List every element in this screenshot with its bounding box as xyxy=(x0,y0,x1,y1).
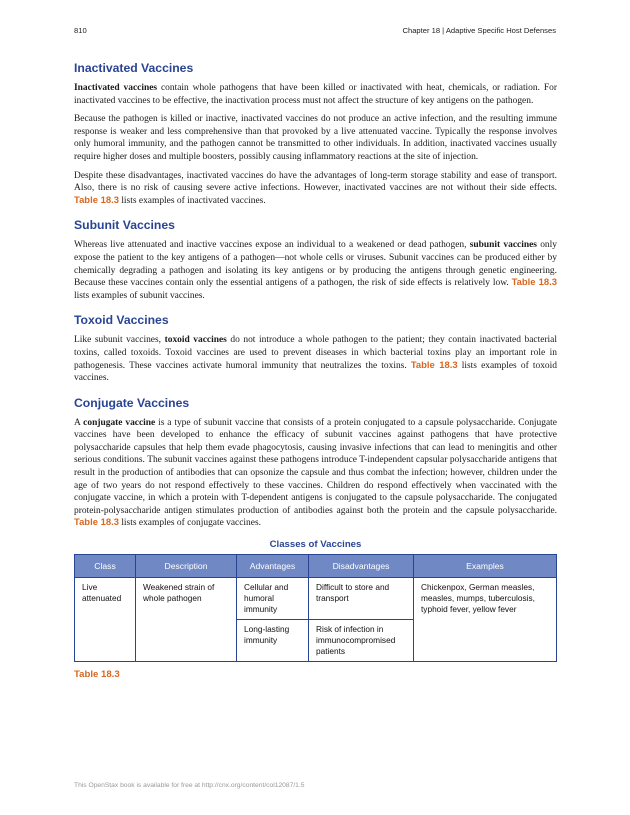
text-run: lists examples of inactivated vaccines. xyxy=(118,195,266,206)
text-run: is a type of subunit vaccine that consists of a protein conjugated to a capsule polysaccharide. Conjugate vaccines have been developed to enhance the efficacy of subunit vaccines against pathogens that have protective polysaccharide capsules that help them evade phagocytosis, causing invasive infections that can lead to meningitis and other serious conditions. The subunit vaccines against these pathogens introduce T-independent capsular polysaccharide antigens that result in the production of antibodies that can opsonize the capsule and thus combat the infection; however, children under the age of two years do not respond effectively to these vaccines. Children do respond effectively when vaccinated with the conjugate vaccine, in which a protein with T-dependent antigens is conjugated to the capsule polysaccharide. The conjugated protein-polysaccharide antigen stimulates production of antibodies against both the protein and the capsule polysaccharide. xyxy=(74,417,557,516)
cell-disadvantage: Difficult to store and transport xyxy=(309,578,414,620)
section-heading: Inactivated Vaccines xyxy=(74,61,194,75)
text-run: A xyxy=(74,417,84,428)
text-run: Whereas live attenuated and inactive vaccines expose an individual to a weakened or dead pathogen, xyxy=(74,240,470,251)
text-run: lists examples of subunit vaccines. xyxy=(74,290,205,301)
text-run: Because the pathogen is killed or inactive, inactivated vaccines do not produce an active infection, and the resulting immune response is weaker and less comprehensive than that provoked by a live attenuated vaccine. Typically the response involves only humoral immunity, and the pathogen cannot be transmitted to other individuals. In addition, inactivated vaccines usually require higher doses and multiple boosters, possibly causing inflammatory reactions at the site of injection. xyxy=(74,114,557,162)
chapter-header: Chapter 18 | Adaptive Specific Host Defenses xyxy=(402,26,556,35)
body-paragraph xyxy=(74,113,557,163)
text-run: Like subunit vaccines, xyxy=(74,335,165,346)
text-run: contain whole pathogens that have been killed or inactivated with heat, chemicals, or radiation. For inactivated vaccines to be effective, the inactivation process must not affect the structure of key antigens on the pathogen. xyxy=(74,83,557,106)
table-label: Table 18.3 xyxy=(74,669,120,681)
text-run: Despite these disadvantages, inactivated vaccines do have the advantages of long-term storage stability and ease of transport. Also, there is no risk of causing severe active infections. However, inactivated vaccines are not without their side effects. xyxy=(74,170,557,194)
header-description: Description xyxy=(136,555,237,578)
table-reference-link[interactable]: Table 18.3 xyxy=(74,517,119,529)
footer-note: This OpenStax book is available for free at http://cnx.org/content/col12087/1.5 xyxy=(74,782,305,789)
cell-description: Weakened strain of whole pathogen xyxy=(136,578,237,662)
cell-advantage: Long-lasting immunity xyxy=(237,620,309,662)
text-run: lists examples of toxoid vaccines. xyxy=(74,360,557,384)
table-header-row xyxy=(75,555,557,578)
body-paragraph xyxy=(74,170,557,208)
header-examples: Examples xyxy=(414,555,557,578)
text-run: only expose the patient to the key antigens of a pathogen—not whole cells or viruses. Subunit vaccines can be produced either by chemically degrading a pathogen and isolating its key antigens or by producing the antigens through genetic engineering. Because these vaccines contain only the essential antigens of a pathogen, the risk of side effects is relatively low. xyxy=(74,240,557,289)
text-run: lists examples of conjugate vaccines. xyxy=(118,518,261,529)
section-heading: Subunit Vaccines xyxy=(74,218,175,233)
body-paragraph xyxy=(74,417,557,530)
table-reference-link[interactable]: Table 18.3 xyxy=(74,194,119,206)
header-class: Class xyxy=(75,555,136,578)
table-row xyxy=(75,578,557,620)
bold-term: Inactivated vaccines xyxy=(74,83,158,93)
header-disadvantages: Disadvantages xyxy=(309,555,414,578)
vaccine-table xyxy=(74,554,557,662)
bold-term: subunit vaccines xyxy=(469,240,537,251)
cell-class: Live attenuated xyxy=(75,578,136,662)
table-reference-link[interactable]: Table 18.3 xyxy=(511,277,557,289)
section-heading: Toxoid Vaccines xyxy=(74,313,169,328)
cell-disadvantage: Risk of infection in immunocompromised patients xyxy=(309,620,414,662)
text-run: do not introduce a whole pathogen to the patient; they contain inactivated bacterial toxins, called toxoids. Toxoid vaccines are used to prevent diseases in which bacterial toxins play an important role in pathogenesis. These vaccines activate humoral immunity that neutralizes the toxins. xyxy=(74,335,557,371)
body-paragraph xyxy=(74,239,557,302)
sections-container xyxy=(74,60,557,530)
header-advantages: Advantages xyxy=(237,555,309,578)
cell-examples: Chickenpox, German measles, measles, mumps, tuberculosis, typhoid fever, yellow fever xyxy=(414,578,557,662)
page-content xyxy=(74,50,557,680)
page-number: 810 xyxy=(74,26,87,35)
table-caption: Classes of Vaccines xyxy=(269,539,362,551)
body-paragraph xyxy=(74,334,557,384)
bold-term: conjugate vaccine xyxy=(83,417,156,428)
section-heading: Conjugate Vaccines xyxy=(74,395,190,410)
body-paragraph xyxy=(74,82,557,107)
bold-term: toxoid vaccines xyxy=(164,335,227,346)
table-reference-link[interactable]: Table 18.3 xyxy=(410,359,458,371)
cell-advantage: Cellular and humoral immunity xyxy=(237,578,309,620)
